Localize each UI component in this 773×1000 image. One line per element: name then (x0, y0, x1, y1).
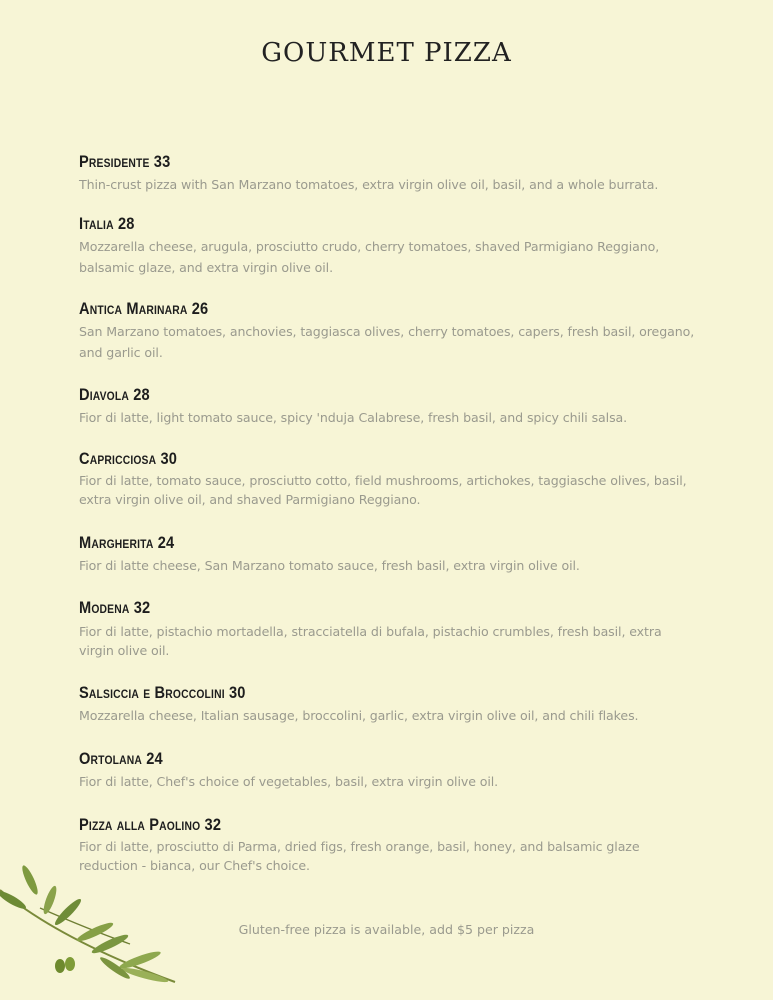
menu-item (79, 531, 699, 596)
menu-item (79, 212, 699, 297)
menu-title: GOURMET PIZZA (261, 38, 512, 68)
item-description: Fior di latte, Chef's choice of vegetables, basil, extra virgin olive oil. (79, 774, 499, 789)
item-name: Capricciosa 30 (79, 449, 178, 468)
menu-item (79, 297, 699, 383)
item-description: San Marzano tomatoes, anchovies, taggiasca olives, cherry tomatoes, capers, fresh basil, oregano, and garlic oil. (79, 324, 695, 360)
menu-item (79, 383, 699, 447)
menu-item (79, 747, 699, 813)
item-description: Fior di latte cheese, San Marzano tomato sauce, fresh basil, extra virgin olive oil. (79, 558, 580, 573)
item-name: Italia 28 (79, 214, 135, 233)
item-name: Margherita 24 (79, 533, 175, 552)
item-name: Salsiccia e Broccolini 30 (79, 683, 246, 702)
item-description: Thin-crust pizza with San Marzano tomatoes, extra virgin olive oil, basil, and a whole burrata. (79, 177, 659, 192)
item-description: Mozzarella cheese, Italian sausage, broccolini, garlic, extra virgin olive oil, and chili flakes. (79, 708, 639, 723)
menu-item (79, 150, 699, 212)
menu-item (79, 596, 699, 681)
item-description: Fior di latte, light tomato sauce, spicy 'nduja Calabrese, fresh basil, and spicy chili salsa. (79, 410, 628, 425)
item-description: Fior di latte, pistachio mortadella, stracciatella di bufala, pistachio crumbles, fresh basil, extra virgin olive oil. (79, 624, 662, 658)
menu-item (79, 447, 699, 531)
menu-item (79, 681, 699, 747)
item-description: Fior di latte, prosciutto di Parma, dried figs, fresh orange, basil, honey, and balsamic glaze reduction - bianca, our Chef's choice. (79, 839, 640, 873)
item-name: Presidente 33 (79, 152, 171, 171)
gluten-free-note: Gluten-free pizza is available, add $5 per pizza (238, 922, 535, 937)
item-name: Modena 32 (79, 598, 151, 617)
menu-list (79, 150, 699, 875)
item-description: Mozzarella cheese, arugula, prosciutto crudo, cherry tomatoes, shaved Parmigiano Reggiano, balsamic glaze, and extra virgin olive oil. (79, 239, 660, 275)
item-name: Diavola 28 (79, 385, 150, 404)
item-name: Pizza alla Paolino 32 (79, 815, 222, 834)
item-name: Ortolana 24 (79, 749, 163, 768)
item-description: Fior di latte, tomato sauce, prosciutto cotto, field mushrooms, artichokes, taggiasche olives, basil, extra virgin olive oil, and shaved Parmigiano Reggiano. (79, 473, 687, 507)
item-name: Antica Marinara 26 (79, 299, 209, 318)
